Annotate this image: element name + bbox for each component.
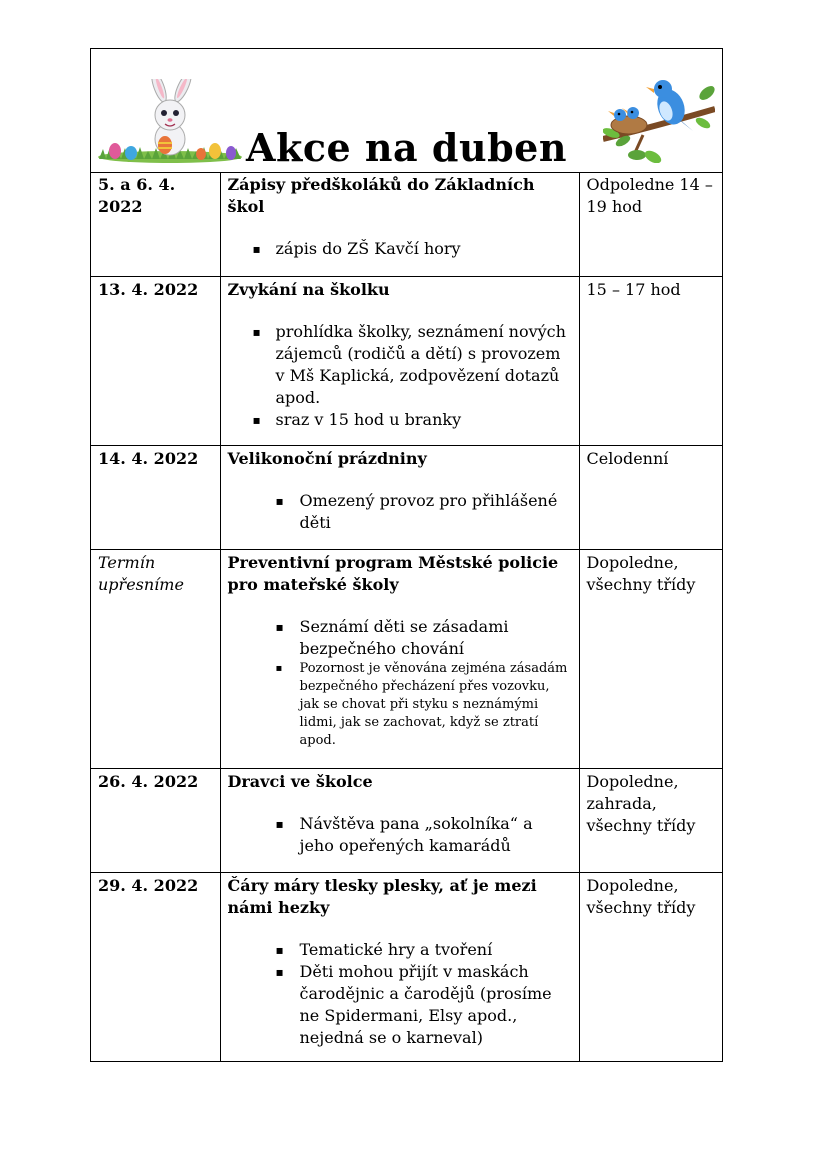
list-item: ▪ sraz v 15 hod u branky [228,409,572,431]
table-row [91,768,722,872]
event-time: Dopoledne, zahrada, všechny třídy [579,768,722,872]
list-item: ▪ Pozornost je věnována zejména zásadám bezpečného přecházení přes vozovku, jak se chovat při styku s neznámými lidmi, jak se zachovat, když se ztratí apod. [228,660,572,750]
list-item: ▪ Děti mohou přijít v maskách čarodějnic a čarodějů (prosíme ne Spidermani, Elsy apod., nejedná se o karneval) [228,961,572,1049]
event-time: Celodenní [579,445,722,549]
list-item: ▪ zápis do ZŠ Kavčí hory [228,238,572,260]
event-date: 26. 4. 2022 [91,768,220,872]
event-bullets [228,813,572,857]
list-item: ▪ prohlídka školky, seznámení nových zájemců (rodičů a dětí) s provozem v Mš Kaplická, zodpovězení dotazů apod. [228,321,572,409]
list-item: ▪ Seznámí děti se zásadami bezpečného chování [228,616,572,660]
event-description [220,872,579,1061]
event-description [220,445,579,549]
event-title: Zápisy předškoláků do Základních škol [227,175,535,216]
event-time: 15 – 17 hod [579,276,722,445]
event-time: Odpoledne 14 – 19 hod [579,172,722,276]
event-title: Velikonoční prázdniny [227,448,427,468]
event-bullets [228,321,572,431]
header [91,49,722,173]
event-bullets [228,238,572,260]
table-row [91,872,722,1061]
event-time: Dopoledne, všechny třídy [579,549,722,768]
event-title: Preventivní program Městské policie pro mateřské školy [227,552,559,594]
list-item: ▪ Tematické hry a tvoření [228,939,572,961]
event-title: Zvykání na školku [227,279,390,299]
events-table [91,172,722,1061]
table-row [91,276,722,445]
event-date: 5. a 6. 4. 2022 [91,172,220,276]
event-date: 13. 4. 2022 [91,276,220,445]
event-bullets [228,939,572,1049]
event-bullets [228,490,572,534]
event-time: Dopoledne, všechny třídy [586,875,696,917]
page-title: Akce na duben [246,125,567,170]
event-description [220,172,579,276]
event-description [220,549,579,768]
table-row [91,172,722,276]
list-item: ▪ Návštěva pana „sokolníka“ a jeho opeřených kamarádů [228,813,572,857]
event-date: Termín upřesníme [91,549,220,768]
event-description [220,276,579,445]
event-title: Čáry máry tlesky plesky, ať je mezi námi hezky [227,875,537,917]
table-row [91,549,722,768]
table-row [91,445,722,549]
list-item: ▪ Omezený provoz pro přihlášené děti [228,490,572,534]
event-bullets [228,616,572,750]
event-date: 29. 4. 2022 [91,872,220,1061]
event-title: Dravci ve školce [227,771,373,791]
document-frame [90,48,723,1062]
event-date: 14. 4. 2022 [91,445,220,549]
event-description [220,768,579,872]
